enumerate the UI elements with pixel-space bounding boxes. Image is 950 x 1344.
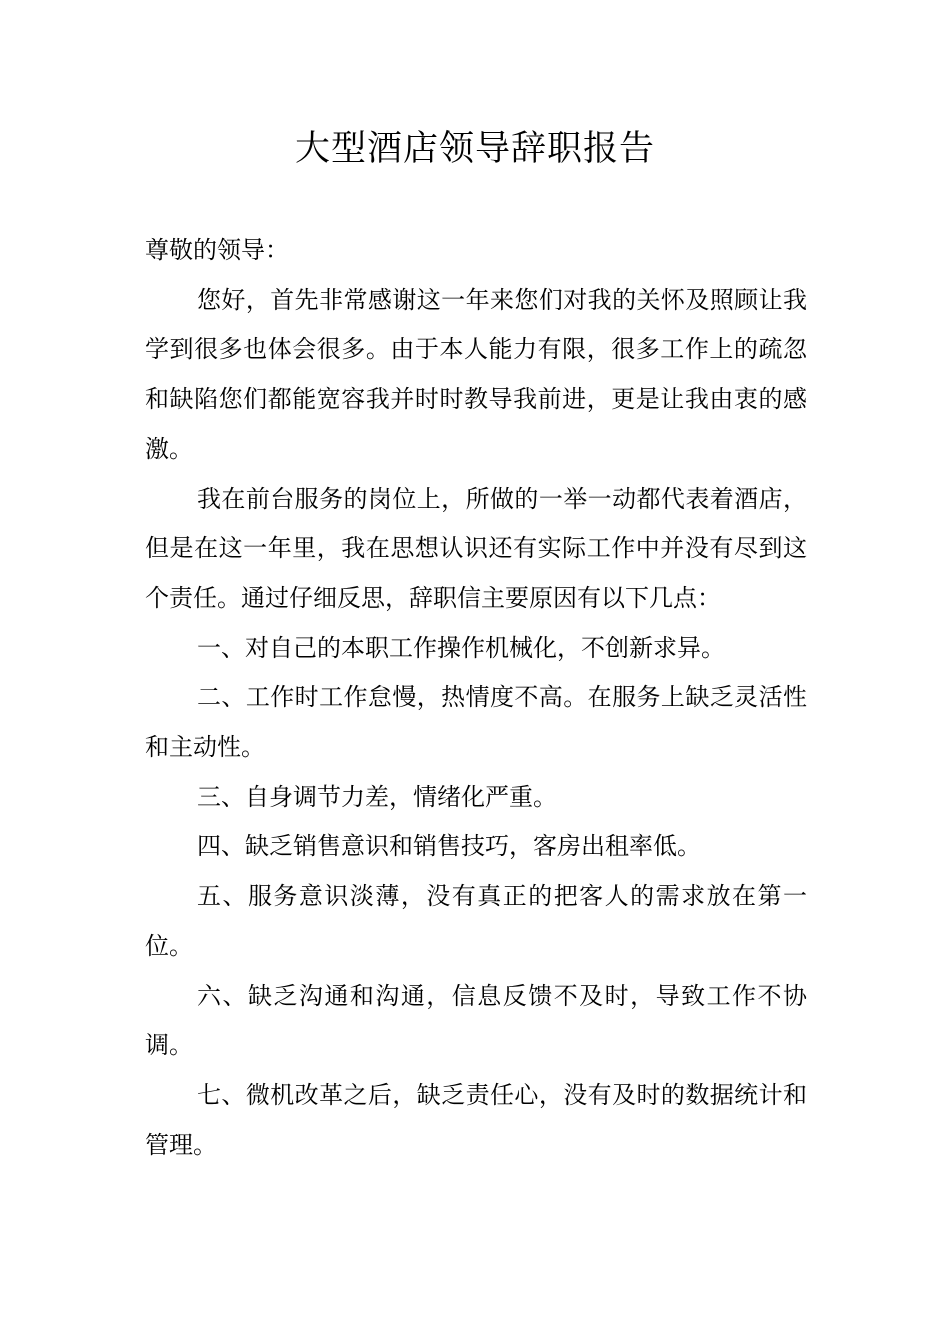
reason-item-4: 四、缺乏销售意识和销售技巧，客房出租率低。 (197, 832, 701, 861)
paragraph-reflection: 我在前台服务的岗位上，所做的一举一动都代表着酒店，但是在这一年里，我在思想认识还有实际工作中并没有尽到这个责任。通过仔细反思，辞职信主要原因有以下几点： (145, 484, 807, 612)
document-title: 大型酒店领导辞职报告 (294, 129, 655, 169)
reason-item-1: 一、对自己的本职工作操作机械化，不创新求异。 (197, 633, 725, 662)
reason-item-3: 三、自身调节力差，情绪化严重。 (197, 782, 557, 811)
document-body (145, 226, 807, 1170)
reason-item-2: 二、工作时工作怠慢，热情度不高。在服务上缺乏灵活性和主动性。 (145, 683, 807, 762)
reason-item-5: 五、服务意识淡薄，没有真正的把客人的需求放在第一位。 (145, 882, 807, 960)
salutation: 尊敬的领导： (145, 236, 289, 264)
reason-item-6: 六、缺乏沟通和沟通，信息反馈不及时，导致工作不协调。 (145, 981, 807, 1060)
reason-item-7: 七、微机改革之后，缺乏责任心，没有及时的数据统计和管理。 (145, 1080, 807, 1159)
paragraph-greeting: 您好，首先非常感谢这一年来您们对我的关怀及照顾让我学到很多也体会很多。由于本人能力有限，很多工作上的疏忽和缺陷您们都能宽容我并时时教导我前进，更是让我由衷的感激。 (145, 285, 807, 463)
